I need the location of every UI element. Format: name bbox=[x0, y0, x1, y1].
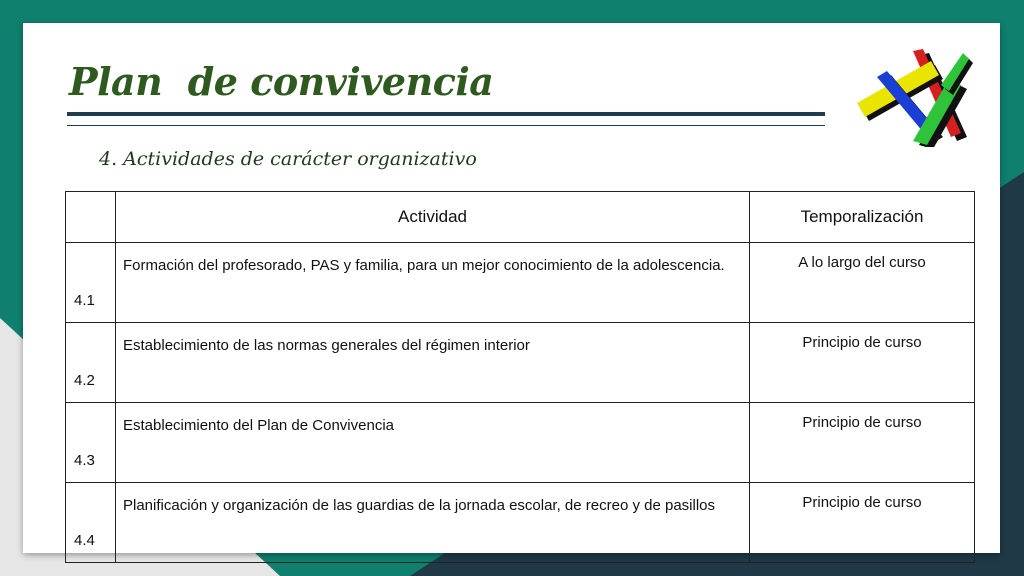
row-number: 4.4 bbox=[66, 483, 116, 563]
row-timing: Principio de curso bbox=[750, 323, 975, 403]
table-header-row bbox=[66, 192, 975, 243]
school-logo-icon bbox=[847, 37, 977, 147]
row-activity: Establecimiento de las normas generales del régimen interior bbox=[116, 323, 750, 403]
row-number: 4.2 bbox=[66, 323, 116, 403]
table-row bbox=[66, 243, 975, 323]
row-activity: Formación del profesorado, PAS y familia, para un mejor conocimiento de la adolescencia. bbox=[116, 243, 750, 323]
row-number: 4.3 bbox=[66, 403, 116, 483]
row-timing: A lo largo del curso bbox=[750, 243, 975, 323]
header-number bbox=[66, 192, 116, 243]
slide-card bbox=[23, 23, 1000, 553]
title-divider-thin bbox=[67, 125, 825, 126]
section-subtitle: 4. Actividades de carácter organizativo bbox=[99, 148, 477, 170]
row-activity: Planificación y organización de las guardias de la jornada escolar, de recreo y de pasillos bbox=[116, 483, 750, 563]
row-number: 4.1 bbox=[66, 243, 116, 323]
table-row bbox=[66, 483, 975, 563]
row-timing: Principio de curso bbox=[750, 403, 975, 483]
activities-table bbox=[65, 191, 975, 563]
title-divider bbox=[67, 112, 825, 116]
header-timing: Temporalización bbox=[750, 192, 975, 243]
table-row bbox=[66, 323, 975, 403]
slide-title: Plan de convivencia bbox=[69, 59, 494, 104]
row-timing: Principio de curso bbox=[750, 483, 975, 563]
table-row bbox=[66, 403, 975, 483]
row-activity: Establecimiento del Plan de Convivencia bbox=[116, 403, 750, 483]
header-activity: Actividad bbox=[116, 192, 750, 243]
